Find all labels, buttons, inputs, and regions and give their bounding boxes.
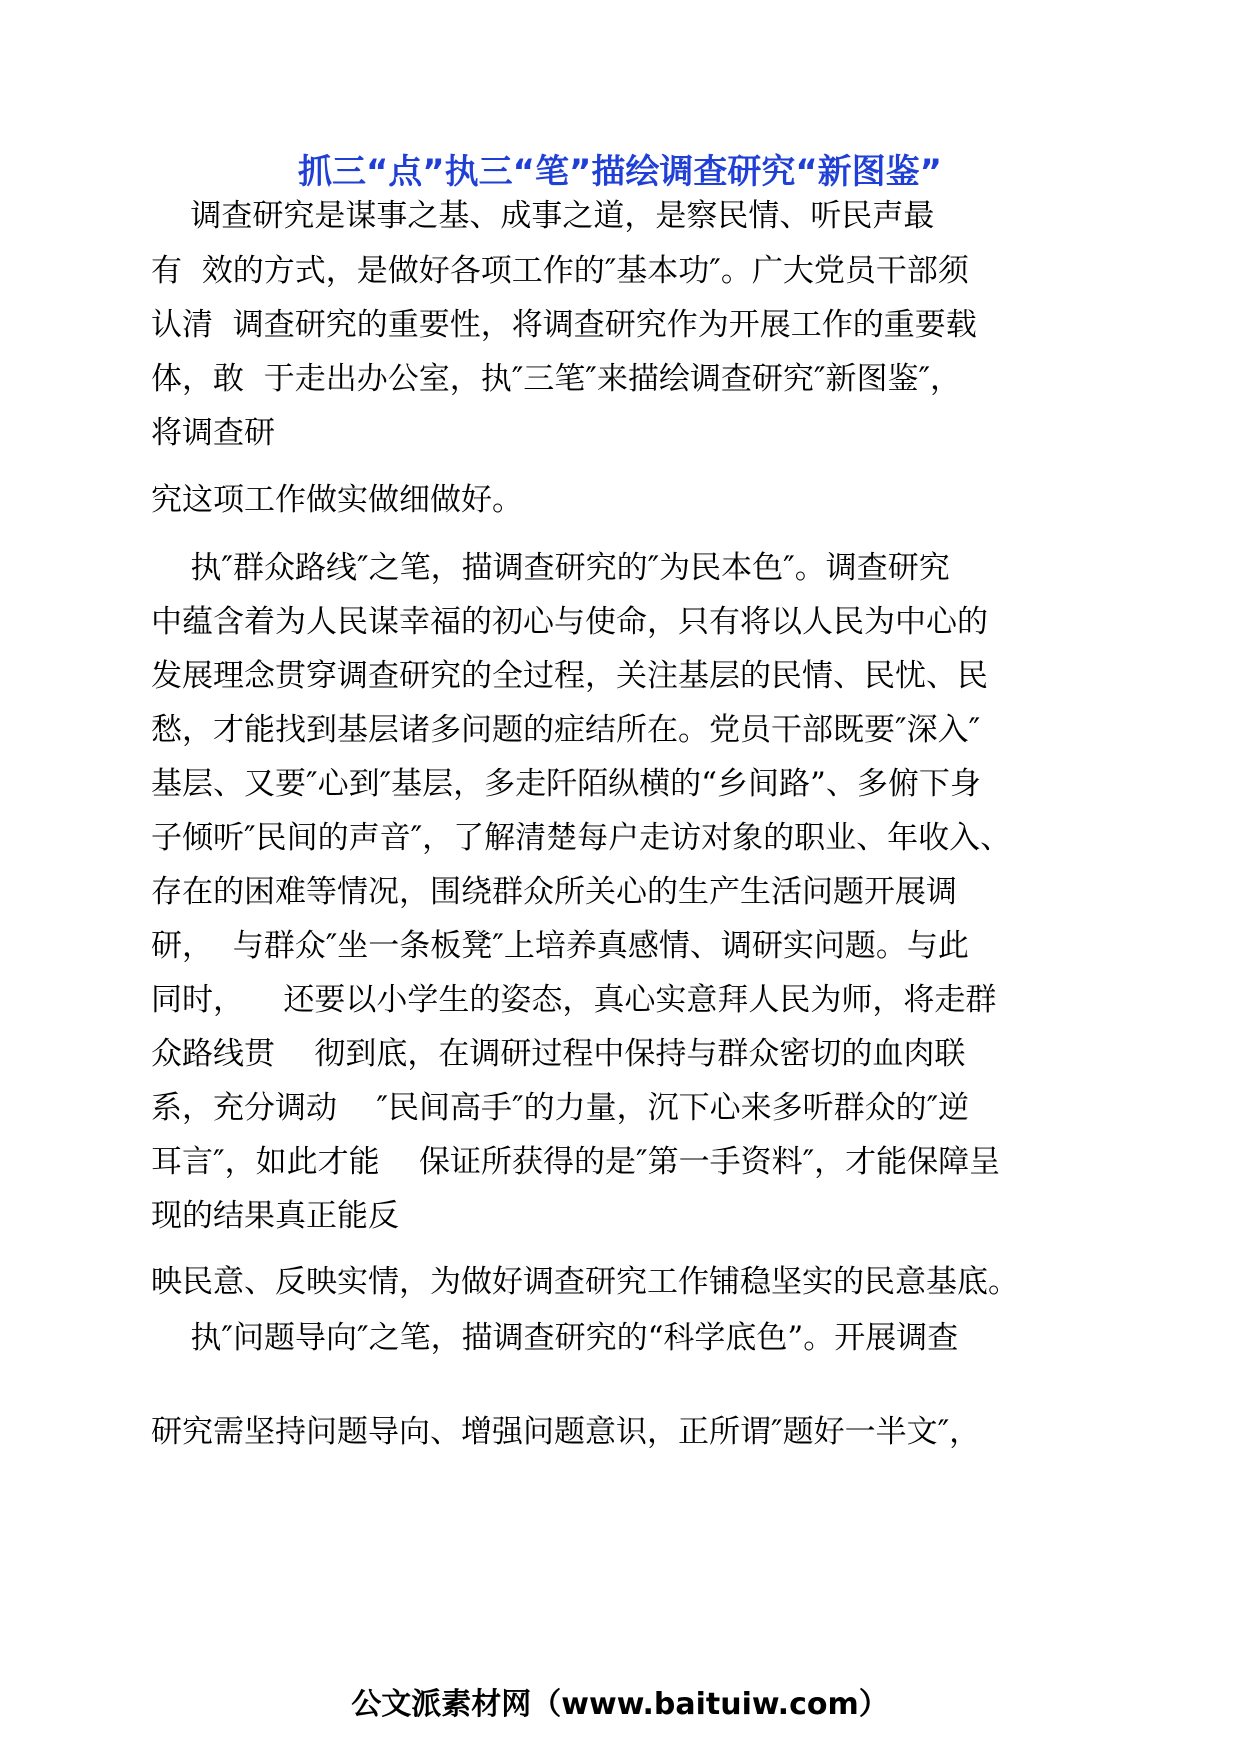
document-title: 抓三“点”执三“笔”描绘调查研究“新图鉴”: [297, 152, 943, 192]
body-line-4: 体，敢 于走出办公室，执″三笔″来描绘调查研究″新图鉴″，: [151, 361, 962, 397]
body-line-1: 调查研究是谋事之基、成事之道，是察民情、听民声最: [151, 198, 935, 234]
body-line-14: 研， 与群众″坐一条板凳″上培养真感情、调研实问题。与此: [151, 928, 969, 964]
body-line-12: 子倾听″民间的声音″，了解清楚每户走访对象的职业、年收入、: [151, 820, 1012, 856]
body-line-21: 执″问题导向″之笔，描调查研究的“科学底色”。开展调查: [151, 1320, 959, 1356]
body-line-8: 中蕴含着为人民谋幸福的初心与使命，只有将以人民为中心的: [151, 604, 988, 640]
body-line-15: 同时， 还要以小学生的姿态，真心实意拜人民为师，将走群: [151, 982, 997, 1018]
body-line-11: 基层、又要″心到″基层，多走阡陌纵横的“乡间路”、多俯下身: [151, 766, 981, 802]
body-line-6: 究这项工作做实做细做好。: [151, 482, 523, 518]
body-line-3: 认清 调查研究的重要性，将调查研究作为开展工作的重要载: [151, 307, 977, 343]
body-line-13: 存在的困难等情况，围绕群众所关心的生产生活问题开展调: [151, 874, 957, 910]
body-line-2: 有 效的方式，是做好各项工作的″基本功″。广大党员干部须: [151, 253, 969, 289]
body-line-18: 耳言″，如此才能 保证所获得的是″第一手资料″，才能保障呈: [151, 1144, 1001, 1180]
body-line-16: 众路线贯 彻到底，在调研过程中保持与群众密切的血肉联: [151, 1036, 966, 1072]
body-line-19: 现的结果真正能反: [151, 1198, 399, 1234]
body-line-5: 将调查研: [151, 415, 275, 451]
body-line-9: 发展理念贯穿调查研究的全过程，关注基层的民情、民忧、民: [151, 658, 988, 694]
footer-source: 公文派素材网（www.baituiw.com）: [351, 1687, 889, 1722]
body-line-22: 研究需坚持问题导向、增强问题意识，正所谓″题好一半文″，: [151, 1414, 981, 1450]
body-line-17: 系，充分调动 ″民间高手″的力量，沉下心来多听群众的″逆: [151, 1090, 970, 1126]
body-line-20: 映民意、反映实情，为做好调查研究工作铺稳坚实的民意基底。: [151, 1264, 1019, 1300]
body-line-7: 执″群众路线″之笔，描调查研究的″为民本色″。调查研究: [151, 550, 950, 586]
body-line-10: 愁，才能找到基层诸多问题的症结所在。党员干部既要″深入″: [151, 712, 981, 748]
